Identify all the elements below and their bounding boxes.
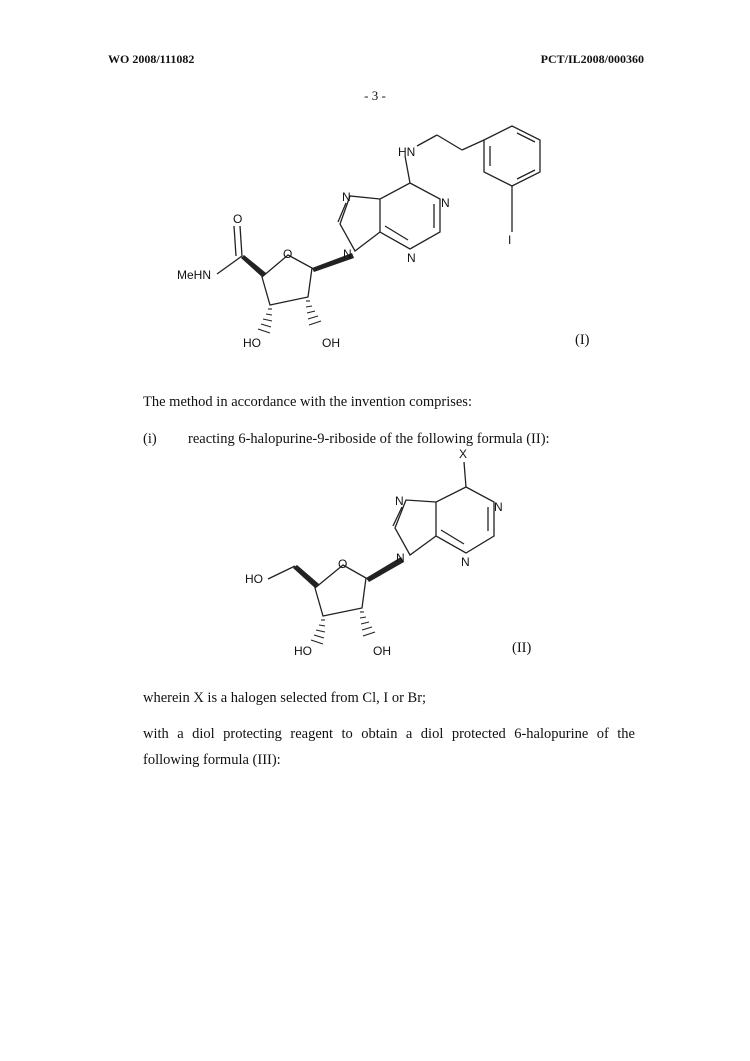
n7-label-II: N [395, 494, 404, 508]
n1-label-II: N [494, 500, 503, 514]
step-number: (i) [143, 431, 157, 447]
mehn-label: MeHN [177, 268, 212, 282]
n7-label: N [342, 190, 351, 204]
wherein-paragraph: wherein X is a halogen selected from Cl, I or Br; [143, 690, 427, 706]
hn-label: HN [398, 145, 416, 159]
n9-label: N [343, 247, 352, 261]
ho-5-label: HO [245, 572, 263, 586]
ho-label: HO [243, 336, 261, 350]
n9-label-II: N [396, 551, 405, 565]
ho-label-II: HO [294, 644, 312, 658]
reaction-line-1: with a diol protecting reagent to obtain a diol protected 6-halopurine of the [143, 726, 635, 742]
oh-label: OH [322, 336, 340, 350]
application-number: PCT/IL2008/000360 [540, 52, 644, 66]
reaction-line-2: following formula (III): [143, 752, 281, 768]
iodo-label: I [508, 233, 512, 247]
n3-label-II: N [461, 555, 470, 569]
publication-number: WO 2008/111082 [108, 52, 195, 66]
n1-label: N [441, 196, 450, 210]
hashed-bond-2b [360, 612, 375, 636]
hashed-bond-3b [311, 620, 325, 644]
intro-paragraph: The method in accordance with the invention comprises: [143, 394, 472, 410]
oh-label-II: OH [373, 644, 391, 658]
formula-label-II: (II) [512, 640, 532, 656]
n3-label: N [407, 251, 416, 265]
carbonyl-oxygen-label: O [233, 212, 243, 226]
ring-oxygen-label-II: O [338, 557, 348, 571]
formula-label-I: (I) [575, 332, 590, 348]
page-number: - 3 - [364, 88, 386, 103]
x-label: X [459, 447, 468, 461]
ring-oxygen-label: O [283, 247, 293, 261]
step-text: reacting 6-halopurine-9-riboside of the following formula (II): [188, 431, 550, 447]
